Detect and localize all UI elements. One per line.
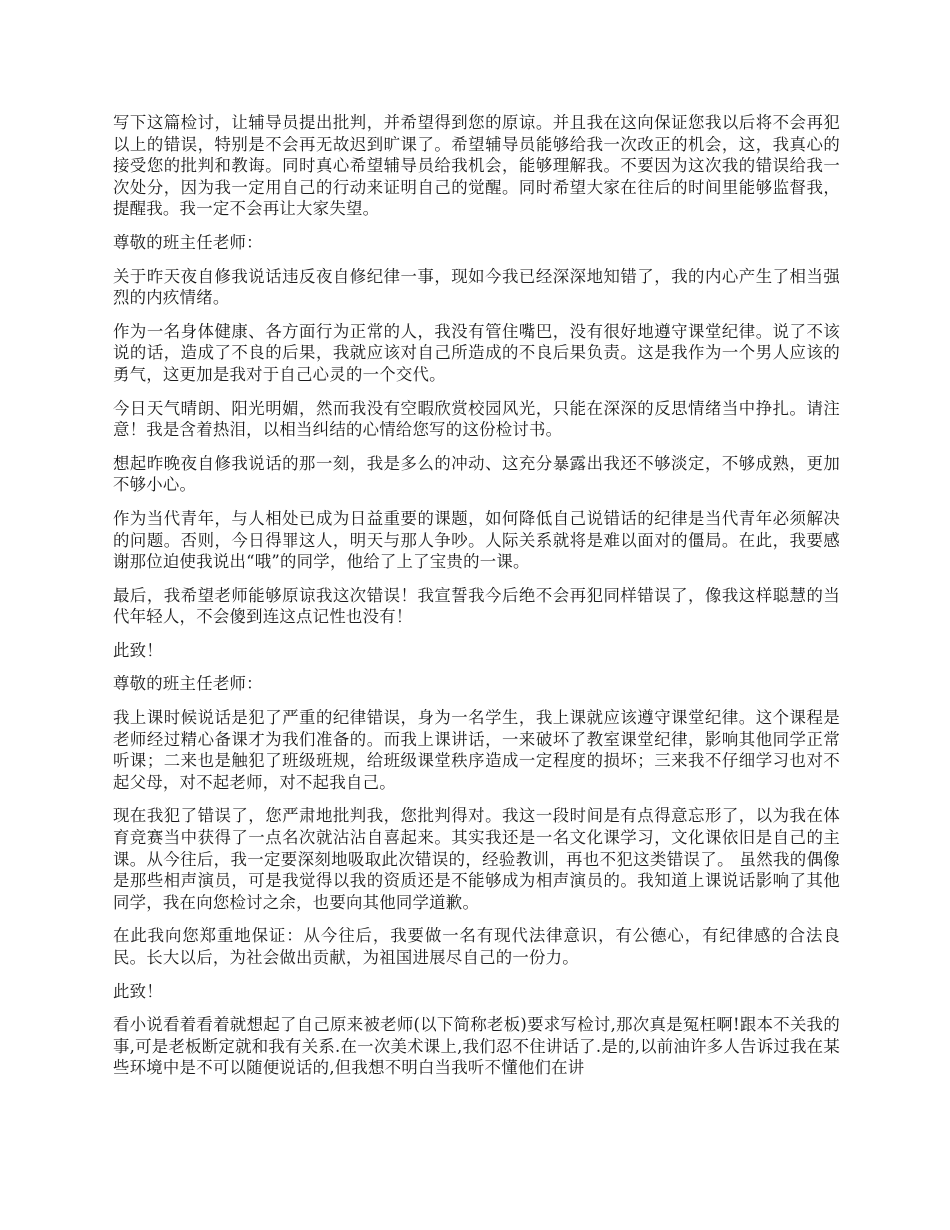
- salutation: 尊敬的班主任老师：: [113, 232, 263, 252]
- paragraph: 看小说看着看着就想起了自己原来被老师(以下简称老板)要求写检讨,那次真是冤枉啊!跟本不关我的事,可是老板断定就和我有关系.在一次美术课上,我们忍不住讲话了.是的,以前油许多人告诉过我在某些环境中是不可以随便说话的,但我想不明白当我听不懂他们在讲: [113, 1015, 840, 1078]
- paragraph: 作为当代青年，与人相处已成为日益重要的课题，如何降低自己说错话的纪律是当代青年必须解决的问题。否则，今日得罪这人，明天与那人争吵。人际关系就将是难以面对的僵局。在此，我要感谢那位迫使我说出“哦”的同学，他给了上了宝贵的一课。: [113, 508, 840, 572]
- paragraph: 今日天气晴朗、阳光明媚，然而我没有空暇欣赏校园风光，只能在深深的反思情绪当中挣扎。请注意！我是含着热泪，以相当纠结的心情给您写的这份检讨书。: [113, 398, 840, 440]
- paragraph: 现在我犯了错误了，您严肃地批判我，您批判得对。我这一段时间是有点得意忘形了，以为我在体育竞赛当中获得了一点名次就沾沾自喜起来。其实我还是一名文化课学习，文化课依旧是自己的主课。从今往后，我一定要深刻地吸取此次错误的，经验教训，再也不犯这类错误了。 虽然我的偶像是那些相声演员，可是我觉得以我的资质还是不能够成为相声演员的。我知道上课说话影响了其他同学，我在向您检讨之余，也要向其他同学道歉。: [113, 806, 840, 912]
- paragraph: 在此我向您郑重地保证：从今往后，我要做一名有现代法律意识，有公德心，有纪律感的合法良民。长大以后，为社会做出贡献，为祖国进展尽自己的一份力。: [113, 926, 840, 967]
- paragraph: 关于昨天夜自修我说话违反夜自修纪律一事，现如今我已经深深地知错了，我的内心产生了相当强烈的内疚情绪。: [113, 266, 840, 308]
- salutation: 尊敬的班主任老师：: [113, 674, 263, 694]
- paragraph: 写下这篇检讨，让辅导员提出批判，并希望得到您的原谅。并且我在这向保证您我以后将不会再犯以上的错误，特别是不会再无故迟到旷课了。希望辅导员能够给我一次改正的机会，这，我真心的接受您的批判和教诲。同时真心希望辅导员给我机会，能够理解我。不要因为这次我的错误给我一次处分，因为我一定用自己的行动来证明自己的觉醒。同时希望大家在往后的时间里能够监督我，提醒我。我一定不会再让大家失望。: [113, 113, 840, 219]
- paragraph: 最后，我希望老师能够原谅我这次错误！我宣誓我今后绝不会再犯同样错误了，像我这样聪慧的当代年轻人，不会傻到连这点记性也没有！: [113, 585, 840, 627]
- paragraph: 我上课时候说话是犯了严重的纪律错误，身为一名学生，我上课就应该遵守课堂纪律。这个课程是老师经过精心备课才为我们准备的。而我上课讲话，一来破坏了教室课堂纪律，影响其他同学正常听课；二来也是触犯了班级班规，给班级课堂秩序造成一定程度的损坏；三来我不仔细学习也对不起父母，对不起老师，对不起我自己。: [113, 708, 840, 792]
- closing: 此致！: [113, 981, 163, 1001]
- paragraph: 想起昨晚夜自修我说话的那一刻，我是多么的冲动、这充分暴露出我还不够淡定，不够成熟，更加不够小心。: [113, 453, 840, 495]
- paragraph: 作为一名身体健康、各方面行为正常的人，我没有管住嘴巴，没有很好地遵守课堂纪律。说了不该说的话，造成了不良的后果，我就应该对自己所造成的不良后果负责。这是我作为一个男人应该的勇气，这更加是我对于自己心灵的一个交代。: [113, 321, 840, 384]
- document-body: [113, 112, 840, 1091]
- closing: 此致！: [113, 640, 163, 660]
